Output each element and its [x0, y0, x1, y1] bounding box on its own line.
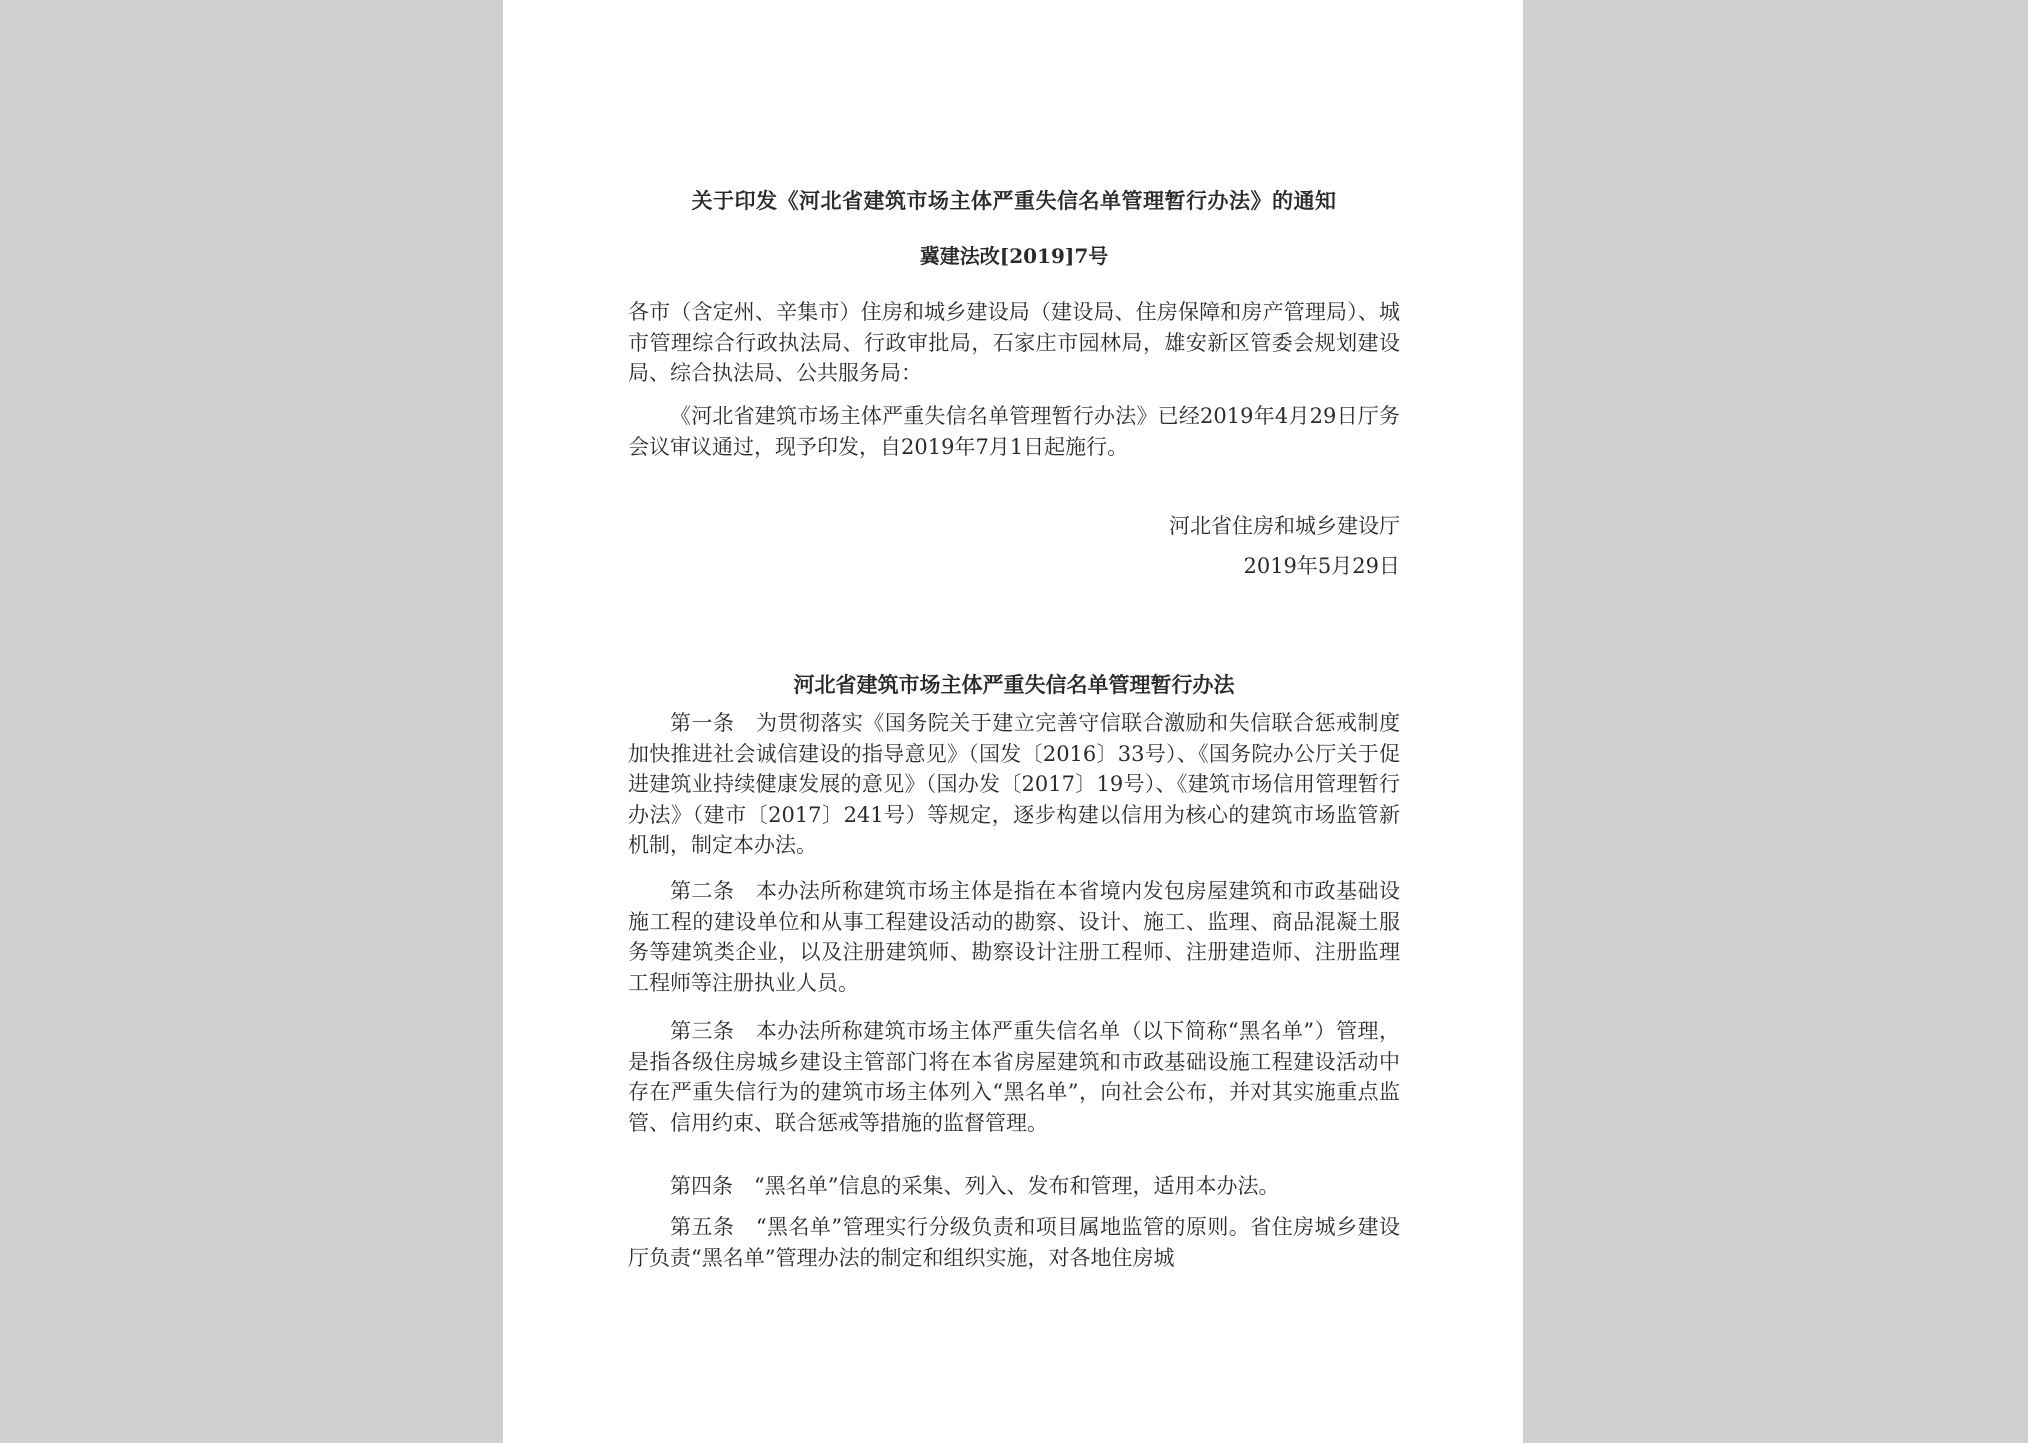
addressee-paragraph: 各市（含定州、辛集市）住房和城乡建设局（建设局、住房保障和房产管理局）、城市管理综合行政执法局、行政审批局，石家庄市园林局，雄安新区管委会规划建设局、综合执法局、公共服务局： [628, 300, 1400, 385]
notice-body-paragraph: 《河北省建筑市场主体严重失信名单管理暂行办法》已经2019年4月29日厅务会议审议通过，现予印发，自2019年7月1日起施行。 [628, 404, 1400, 459]
notice-title: 关于印发《河北省建筑市场主体严重失信名单管理暂行办法》的通知 [691, 188, 1337, 213]
article-paragraph: 第三条 本办法所称建筑市场主体严重失信名单（以下简称“黑名单”）管理，是指各级住房城乡建设主管部门将在本省房屋建筑和市政基础设施工程建设活动中存在严重失信行为的建筑市场主体列入“黑名单”，向社会公布，并对其实施重点监管、信用约束、联合惩戒等措施的监督管理。 [628, 1019, 1400, 1135]
article-paragraph: 第一条 为贯彻落实《国务院关于建立完善守信联合激励和失信联合惩戒制度加快推进社会诚信建设的指导意见》（国发〔2016〕33号）、《国务院办公厅关于促进建筑业持续健康发展的意见》（国办发〔2017〕19号）、《建筑市场信用管理暂行办法》（建市〔2017〕241号）等规定，逐步构建以信用为核心的建筑市场监管新机制，制定本办法。 [628, 711, 1400, 857]
article-paragraph: 第二条 本办法所称建筑市场主体是指在本省境内发包房屋建筑和市政基础设施工程的建设单位和从事工程建设活动的勘察、设计、施工、监理、商品混凝土服务等建筑类企业，以及注册建筑师、勘察设计注册工程师、注册建造师、注册监理工程师等注册执业人员。 [628, 879, 1400, 995]
signing-authority: 河北省住房和城乡建设厅 [1169, 514, 1400, 538]
article-paragraph: 第四条 “黑名单”信息的采集、列入、发布和管理，适用本办法。 [670, 1174, 1280, 1198]
article-paragraph: 第五条 “黑名单”管理实行分级负责和项目属地监管的原则。省住房城乡建设厅负责“黑名单”管理办法的制定和组织实施，对各地住房城 [628, 1215, 1400, 1270]
signing-date: 2019年5月29日 [1243, 554, 1400, 578]
document-number: 冀建法改[2019]7号 [919, 244, 1109, 268]
rules-title: 河北省建筑市场主体严重失信名单管理暂行办法 [793, 672, 1235, 697]
document-page [503, 0, 1523, 1443]
